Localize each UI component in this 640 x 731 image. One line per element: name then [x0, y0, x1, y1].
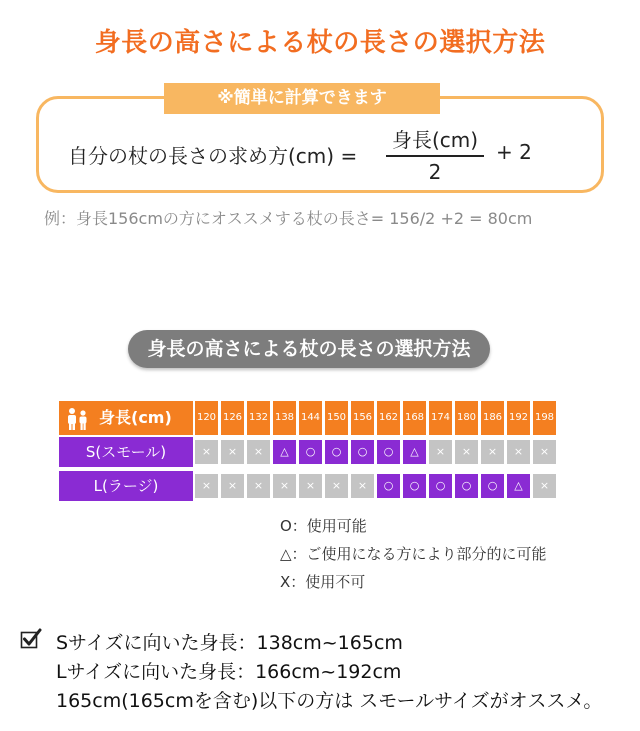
size-row-label: S(スモール) [59, 437, 193, 467]
size-row-label: L(ラージ) [59, 471, 193, 501]
formula-plus: + 2 [496, 140, 532, 164]
formula-left: 自分の杖の長さの求め方(cm) = [68, 144, 358, 168]
fraction-line [386, 155, 484, 157]
section-title: 身長の高さによる杖の長さの選択方法 [128, 330, 490, 368]
size-cell: × [221, 440, 244, 464]
size-cell: ○ [429, 474, 452, 498]
formula-numerator: 身長(cm) [391, 128, 479, 152]
height-header-cell: 180 [455, 401, 478, 435]
size-cell: × [429, 440, 452, 464]
height-header-cell: 192 [507, 401, 530, 435]
size-cell: △ [273, 440, 296, 464]
legend-available: O：使用可能 [280, 517, 367, 535]
size-cell: × [507, 440, 530, 464]
height-header-cell: 174 [429, 401, 452, 435]
height-header-cell: 198 [533, 401, 556, 435]
size-cell: × [221, 474, 244, 498]
size-cell: × [247, 474, 270, 498]
size-cell: × [325, 474, 348, 498]
summary-l-size: Lサイズに向いた身長：166cm~192cm [56, 661, 402, 683]
size-cell: ○ [455, 474, 478, 498]
legend-unavailable: X：使用不可 [280, 573, 366, 591]
example-text: 例：身長156cmの方にオススメする杖の長さ= 156/2 +2 = 80cm [44, 209, 533, 228]
size-cell: △ [507, 474, 530, 498]
table-header-label [59, 401, 193, 435]
legend-partial: △：ご使用になる方により部分的に可能 [280, 545, 547, 563]
size-cell: × [351, 474, 374, 498]
summary-s-size: Sサイズに向いた身長：138cm~165cm [56, 632, 403, 654]
size-cell: ○ [299, 440, 322, 464]
size-cell: × [533, 440, 556, 464]
people-icon [65, 407, 91, 431]
height-header-cell: 162 [377, 401, 400, 435]
checkbox-icon [20, 628, 42, 650]
height-header-cell: 168 [403, 401, 426, 435]
size-cell: △ [403, 440, 426, 464]
formula-denominator: 2 [428, 160, 442, 184]
size-cell: ○ [403, 474, 426, 498]
height-header-cell: 150 [325, 401, 348, 435]
size-cell: × [195, 440, 218, 464]
formula-tab: ※簡単に計算できます [164, 83, 440, 114]
size-cell: ○ [377, 440, 400, 464]
height-header-cell: 144 [299, 401, 322, 435]
size-cell: × [455, 440, 478, 464]
page-title: 身長の高さによる杖の長さの選択方法 [94, 28, 546, 58]
height-header-cell: 156 [351, 401, 374, 435]
size-cell: × [247, 440, 270, 464]
size-cell: ○ [325, 440, 348, 464]
size-cell: × [273, 474, 296, 498]
summary-recommendation: 165cm(165cmを含む)以下の方は スモールサイズがオススメ。 [56, 690, 603, 712]
height-header-cell: 132 [247, 401, 270, 435]
size-cell: × [533, 474, 556, 498]
height-header-cell: 120 [195, 401, 218, 435]
height-header-cell: 126 [221, 401, 244, 435]
size-cell: ○ [351, 440, 374, 464]
size-cell: ○ [481, 474, 504, 498]
size-cell: × [299, 474, 322, 498]
height-header-cell: 138 [273, 401, 296, 435]
height-header-cell: 186 [481, 401, 504, 435]
size-cell: × [481, 440, 504, 464]
size-cell: ○ [377, 474, 400, 498]
header-label-text: 身長(cm) [99, 408, 172, 427]
size-cell: × [195, 474, 218, 498]
